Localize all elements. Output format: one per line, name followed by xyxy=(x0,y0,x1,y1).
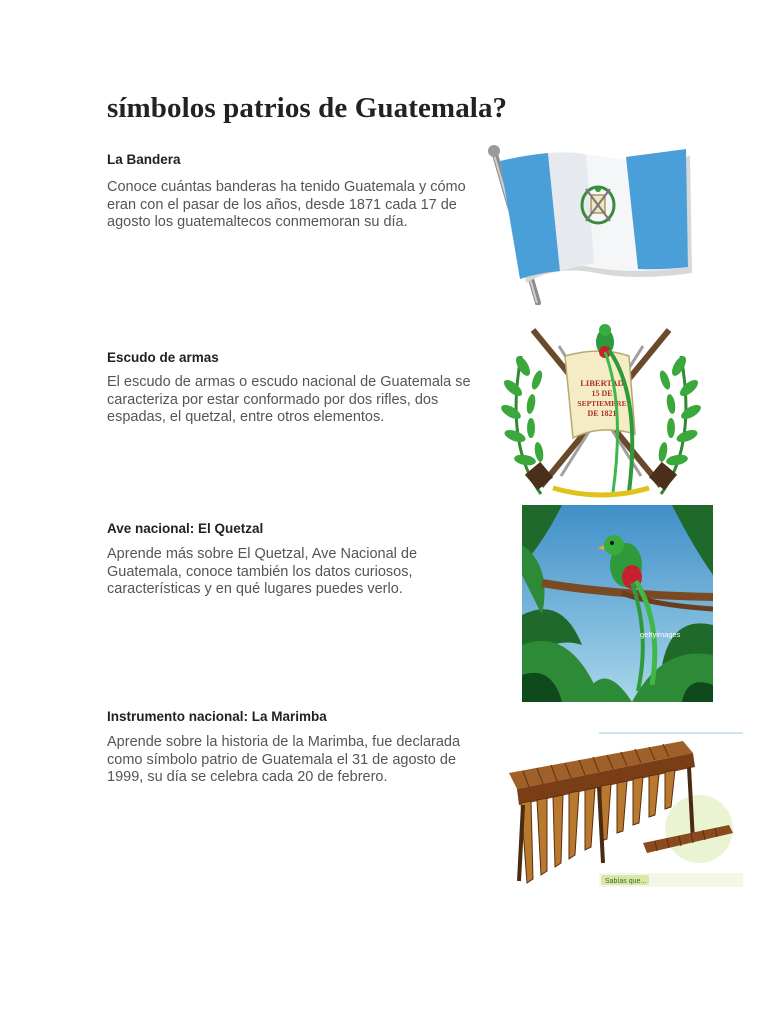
scroll-text-3: SEPTIEMBRE xyxy=(577,399,627,408)
marimba-caption: Sabías que... xyxy=(605,878,647,885)
coat-of-arms-image xyxy=(501,316,701,504)
section-text-marimba: Aprende sobre la historia de la Marimba, fue declarada como símbolo patrio de Guatemala el 31 de agosto de 1999, su día se celebra cada 20 de febrero. xyxy=(107,734,461,786)
quetzal-image xyxy=(522,505,713,702)
section-text-bandera: Conoce cuántas banderas ha tenido Guatemala y cómo eran con el pasar de los años, desde 1871 cada 17 de agosto los guatemaltecos conmemoran su día. xyxy=(107,179,466,231)
watermark-text: gettyimages xyxy=(640,630,681,639)
section-heading-quetzal: Ave nacional: El Quetzal xyxy=(107,521,264,536)
section-text-escudo: El escudo de armas o escudo nacional de Guatemala se caracteriza por estar conformado por dos rifles, dos espadas, el quetzal, entre otros elementos. xyxy=(107,374,471,426)
scroll-text-1: LIBERTAD xyxy=(580,378,624,388)
scroll-text-4: DE 1821 xyxy=(587,409,617,418)
marimba-image xyxy=(503,731,743,889)
scroll-text-2: 15 DE xyxy=(591,389,613,398)
section-heading-marimba: Instrumento nacional: La Marimba xyxy=(107,709,327,724)
section-text-quetzal: Aprende más sobre El Quetzal, Ave Nacional de Guatemala, conoce también los datos curiosos, características y en qué lugares puedes verlo. xyxy=(107,546,418,598)
section-heading-bandera: La Bandera xyxy=(107,152,181,167)
section-heading-escudo: Escudo de armas xyxy=(107,350,219,365)
flag-image xyxy=(486,143,694,305)
page-title: símbolos patrios de Guatemala? xyxy=(107,92,508,124)
